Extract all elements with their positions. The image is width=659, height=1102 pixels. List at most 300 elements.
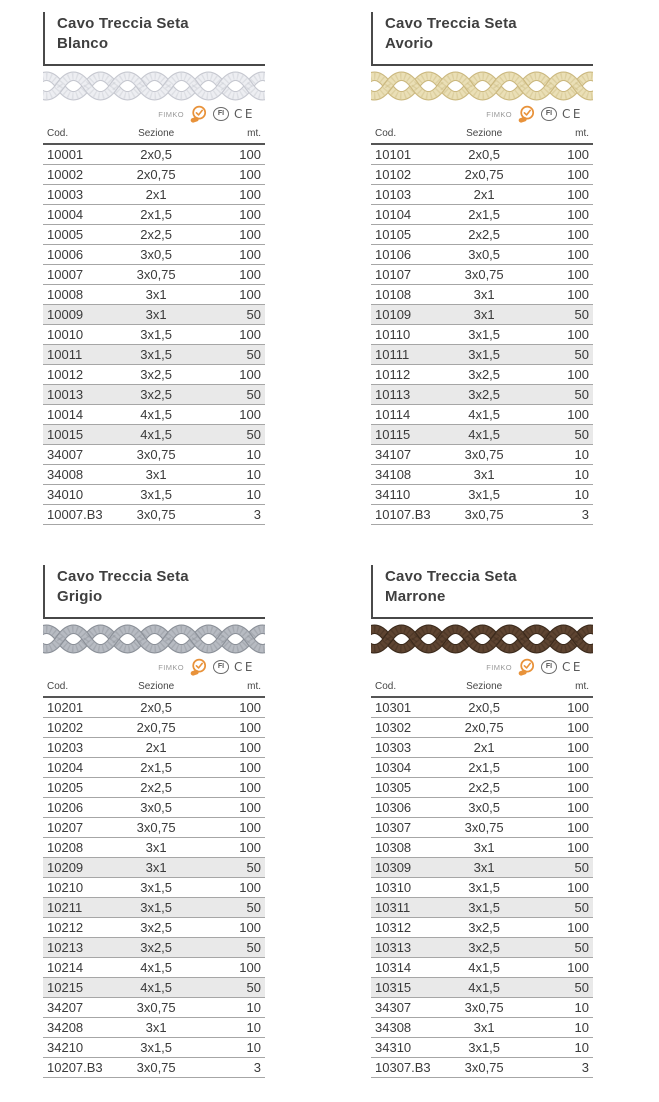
cell-cod: 10007 (43, 265, 115, 285)
table-row (43, 485, 265, 505)
cell-mt: 100 (525, 738, 593, 758)
cell-sezione: 3x0,75 (115, 265, 196, 285)
table-row (371, 485, 593, 505)
certification-row (43, 656, 265, 679)
cell-mt: 50 (197, 305, 265, 325)
cell-mt: 100 (525, 165, 593, 185)
cell-cod: 10204 (43, 758, 115, 778)
fimko-label: FIMKO (158, 662, 185, 672)
table-row (43, 165, 265, 185)
table-row (43, 445, 265, 465)
spec-table (43, 128, 265, 525)
col-header-cod: Cod. (371, 128, 443, 144)
ce-mark: CE (562, 660, 583, 674)
cell-mt: 3 (197, 505, 265, 525)
table-row (43, 697, 265, 718)
cell-mt: 3 (525, 505, 593, 525)
cell-cod: 10205 (43, 778, 115, 798)
table-row (371, 285, 593, 305)
table-row (371, 165, 593, 185)
certification-row (43, 103, 265, 126)
cell-sezione: 3x0,75 (115, 445, 196, 465)
cell-mt: 100 (525, 918, 593, 938)
cell-mt: 50 (525, 385, 593, 405)
cable-image (371, 69, 593, 103)
spec-table-head (43, 128, 265, 144)
cell-cod: 10105 (371, 225, 443, 245)
table-row (371, 998, 593, 1018)
spec-table-body (371, 697, 593, 1078)
table-row (371, 245, 593, 265)
cell-sezione: 2x1 (115, 185, 196, 205)
table-row (43, 144, 265, 165)
cell-sezione: 3x1,5 (115, 345, 196, 365)
cell-sezione: 3x1 (115, 1018, 196, 1038)
product-title: Cavo Treccia Seta (57, 568, 189, 585)
cell-mt: 100 (525, 405, 593, 425)
cell-mt: 100 (197, 165, 265, 185)
imq-cert-icon (189, 658, 208, 676)
cell-sezione: 3x1,5 (443, 878, 524, 898)
cell-cod: 10001 (43, 144, 115, 165)
table-row (43, 858, 265, 878)
cell-cod: 10314 (371, 958, 443, 978)
cell-cod: 10315 (371, 978, 443, 998)
table-row (43, 425, 265, 445)
cell-mt: 50 (197, 425, 265, 445)
cell-cod: 10310 (371, 878, 443, 898)
product-header (43, 12, 265, 66)
cell-cod: 10002 (43, 165, 115, 185)
cell-sezione: 3x1,5 (115, 1038, 196, 1058)
cell-cod: 10213 (43, 938, 115, 958)
table-row (371, 405, 593, 425)
cell-sezione: 3x0,75 (443, 818, 524, 838)
table-row (43, 265, 265, 285)
table-row (43, 225, 265, 245)
table-row (371, 1058, 593, 1078)
table-row (43, 758, 265, 778)
cell-sezione: 2x0,5 (443, 144, 524, 165)
cable-image (371, 622, 593, 656)
cell-mt: 100 (197, 758, 265, 778)
table-row (371, 144, 593, 165)
cell-sezione: 3x1 (443, 465, 524, 485)
cell-cod: 10007.B3 (43, 505, 115, 525)
cell-cod: 10106 (371, 245, 443, 265)
spec-table-body (43, 697, 265, 1078)
table-row (371, 798, 593, 818)
cell-sezione: 4x1,5 (443, 425, 524, 445)
cell-mt: 100 (525, 697, 593, 718)
table-row (371, 838, 593, 858)
cell-cod: 34310 (371, 1038, 443, 1058)
cell-cod: 10309 (371, 858, 443, 878)
cell-mt: 50 (197, 858, 265, 878)
imq-cert-icon (517, 105, 536, 123)
cell-mt: 50 (525, 858, 593, 878)
table-row (371, 697, 593, 718)
table-row (371, 878, 593, 898)
cell-sezione: 3x1 (443, 1018, 524, 1038)
cell-mt: 10 (197, 1038, 265, 1058)
cell-cod: 10012 (43, 365, 115, 385)
table-row (43, 938, 265, 958)
product-card (371, 12, 593, 525)
table-row (43, 505, 265, 525)
cell-mt: 100 (197, 325, 265, 345)
cell-mt: 50 (525, 425, 593, 445)
ce-mark: CE (234, 660, 255, 674)
cell-cod: 10307.B3 (371, 1058, 443, 1078)
cell-mt: 50 (197, 978, 265, 998)
cell-mt: 100 (525, 958, 593, 978)
table-row (371, 265, 593, 285)
cell-cod: 34007 (43, 445, 115, 465)
cell-cod: 10104 (371, 205, 443, 225)
cell-cod: 10303 (371, 738, 443, 758)
fimko-label: FIMKO (486, 109, 513, 119)
cell-cod: 10113 (371, 385, 443, 405)
table-row (371, 425, 593, 445)
cell-sezione: 2x0,5 (115, 144, 196, 165)
cell-sezione: 2x1 (443, 185, 524, 205)
cell-cod: 10202 (43, 718, 115, 738)
cell-sezione: 2x1 (115, 738, 196, 758)
cell-cod: 10313 (371, 938, 443, 958)
cell-sezione: 3x1,5 (115, 325, 196, 345)
cell-mt: 50 (525, 345, 593, 365)
cell-cod: 10311 (371, 898, 443, 918)
cell-cod: 34010 (43, 485, 115, 505)
table-row (43, 998, 265, 1018)
twisted-cable-illustration (371, 69, 593, 103)
cable-image (43, 622, 265, 656)
col-header-cod: Cod. (43, 681, 115, 697)
cell-cod: 10103 (371, 185, 443, 205)
twisted-cable-illustration (371, 622, 593, 656)
col-header-sezione: Sezione (115, 128, 196, 144)
cell-sezione: 3x1,5 (115, 898, 196, 918)
cell-mt: 10 (525, 1038, 593, 1058)
cell-cod: 10107 (371, 265, 443, 285)
cell-sezione: 3x2,5 (443, 918, 524, 938)
cell-sezione: 3x1 (115, 465, 196, 485)
cell-sezione: 3x1 (443, 838, 524, 858)
table-row (43, 305, 265, 325)
table-row (43, 778, 265, 798)
cell-mt: 100 (525, 265, 593, 285)
cell-sezione: 3x0,75 (115, 818, 196, 838)
cell-mt: 100 (525, 225, 593, 245)
cell-mt: 50 (197, 898, 265, 918)
cell-sezione: 4x1,5 (443, 405, 524, 425)
cell-cod: 10212 (43, 918, 115, 938)
cell-cod: 10010 (43, 325, 115, 345)
cell-cod: 10207.B3 (43, 1058, 115, 1078)
cell-sezione: 3x1,5 (115, 878, 196, 898)
cell-cod: 34208 (43, 1018, 115, 1038)
cell-cod: 10301 (371, 697, 443, 718)
product-title: Cavo Treccia Seta (57, 15, 189, 32)
table-row (43, 285, 265, 305)
cell-mt: 100 (525, 144, 593, 165)
cell-cod: 10209 (43, 858, 115, 878)
cell-mt: 100 (525, 818, 593, 838)
cell-mt: 100 (525, 205, 593, 225)
cell-sezione: 3x2,5 (443, 365, 524, 385)
header-row (43, 681, 265, 697)
twisted-cable-illustration (43, 69, 265, 103)
twisted-cable-illustration (43, 622, 265, 656)
cell-mt: 10 (197, 998, 265, 1018)
table-row (43, 365, 265, 385)
cell-sezione: 4x1,5 (115, 958, 196, 978)
table-row (43, 345, 265, 365)
spec-table (371, 128, 593, 525)
col-header-cod: Cod. (43, 128, 115, 144)
fi-cert-icon: FI (541, 660, 557, 674)
cell-mt: 100 (197, 285, 265, 305)
cell-cod: 10114 (371, 405, 443, 425)
cell-cod: 34107 (371, 445, 443, 465)
table-row (371, 938, 593, 958)
cell-sezione: 3x1,5 (115, 485, 196, 505)
table-row (43, 385, 265, 405)
cell-sezione: 3x0,75 (443, 265, 524, 285)
cell-cod: 10005 (43, 225, 115, 245)
cell-sezione: 2x0,75 (443, 165, 524, 185)
table-row (43, 918, 265, 938)
cell-sezione: 2x0,75 (115, 165, 196, 185)
cell-sezione: 3x0,75 (115, 505, 196, 525)
cell-cod: 34308 (371, 1018, 443, 1038)
cell-mt: 100 (197, 225, 265, 245)
table-row (43, 325, 265, 345)
table-row (43, 898, 265, 918)
table-row (371, 465, 593, 485)
table-row (43, 1018, 265, 1038)
table-row (371, 918, 593, 938)
cell-mt: 10 (525, 465, 593, 485)
certification-row (371, 656, 593, 679)
spec-table-body (43, 144, 265, 525)
spec-table-head (43, 681, 265, 697)
table-row (43, 978, 265, 998)
cell-cod: 34008 (43, 465, 115, 485)
fimko-label: FIMKO (158, 109, 185, 119)
cell-sezione: 3x0,75 (115, 1058, 196, 1078)
cell-sezione: 2x0,75 (443, 718, 524, 738)
table-row (43, 1038, 265, 1058)
cell-mt: 10 (525, 998, 593, 1018)
col-header-sezione: Sezione (443, 681, 524, 697)
header-row (43, 128, 265, 144)
table-row (371, 958, 593, 978)
imq-cert-icon (189, 105, 208, 123)
cell-mt: 100 (197, 205, 265, 225)
cell-mt: 10 (197, 465, 265, 485)
table-row (43, 465, 265, 485)
cell-sezione: 3x0,75 (443, 1058, 524, 1078)
cell-sezione: 3x0,5 (115, 245, 196, 265)
cell-mt: 100 (197, 738, 265, 758)
cell-sezione: 3x0,75 (443, 998, 524, 1018)
table-row (371, 325, 593, 345)
cell-mt: 100 (525, 838, 593, 858)
fi-cert-icon: FI (213, 660, 229, 674)
cell-mt: 100 (197, 718, 265, 738)
cell-cod: 10009 (43, 305, 115, 325)
cell-sezione: 3x1,5 (443, 1038, 524, 1058)
product-header (371, 12, 593, 66)
table-row (371, 818, 593, 838)
product-color-name: Avorio (385, 35, 434, 52)
cell-cod: 10207 (43, 818, 115, 838)
cell-cod: 10211 (43, 898, 115, 918)
cell-cod: 10008 (43, 285, 115, 305)
cell-mt: 100 (197, 878, 265, 898)
cell-cod: 10115 (371, 425, 443, 445)
cell-sezione: 2x1 (443, 738, 524, 758)
cell-mt: 100 (197, 144, 265, 165)
cell-sezione: 2x2,5 (443, 778, 524, 798)
cell-mt: 10 (197, 445, 265, 465)
cell-sezione: 3x1,5 (443, 485, 524, 505)
cell-sezione: 4x1,5 (443, 978, 524, 998)
cell-cod: 10304 (371, 758, 443, 778)
table-row (371, 1038, 593, 1058)
cell-cod: 10101 (371, 144, 443, 165)
table-row (371, 718, 593, 738)
cell-mt: 100 (525, 798, 593, 818)
cell-sezione: 3x0,75 (115, 998, 196, 1018)
cell-mt: 100 (525, 285, 593, 305)
cell-cod: 10109 (371, 305, 443, 325)
cell-mt: 100 (197, 265, 265, 285)
cell-cod: 10102 (371, 165, 443, 185)
cell-sezione: 2x2,5 (443, 225, 524, 245)
cell-cod: 10203 (43, 738, 115, 758)
cell-sezione: 4x1,5 (443, 958, 524, 978)
table-row (371, 898, 593, 918)
cell-cod: 10206 (43, 798, 115, 818)
table-row (371, 225, 593, 245)
cell-mt: 3 (525, 1058, 593, 1078)
table-row (43, 798, 265, 818)
col-header-mt: mt. (197, 681, 265, 697)
cell-cod: 10013 (43, 385, 115, 405)
cell-mt: 50 (525, 978, 593, 998)
cell-cod: 10112 (371, 365, 443, 385)
header-row (371, 128, 593, 144)
cell-sezione: 3x1 (115, 285, 196, 305)
cell-cod: 10015 (43, 425, 115, 445)
cell-cod: 10214 (43, 958, 115, 978)
col-header-sezione: Sezione (443, 128, 524, 144)
table-row (43, 818, 265, 838)
cell-sezione: 3x2,5 (115, 385, 196, 405)
cell-cod: 10305 (371, 778, 443, 798)
cell-mt: 10 (525, 485, 593, 505)
cell-cod: 10215 (43, 978, 115, 998)
table-row (371, 978, 593, 998)
cell-sezione: 2x2,5 (115, 778, 196, 798)
cell-cod: 10107.B3 (371, 505, 443, 525)
cell-mt: 100 (197, 838, 265, 858)
cell-cod: 10006 (43, 245, 115, 265)
cell-sezione: 4x1,5 (115, 978, 196, 998)
col-header-mt: mt. (525, 128, 593, 144)
cell-sezione: 3x0,5 (115, 798, 196, 818)
cell-mt: 100 (197, 185, 265, 205)
table-row (371, 758, 593, 778)
cell-cod: 10111 (371, 345, 443, 365)
cell-sezione: 3x0,5 (443, 798, 524, 818)
cell-cod: 10308 (371, 838, 443, 858)
cell-mt: 10 (197, 1018, 265, 1038)
cell-mt: 10 (525, 1018, 593, 1038)
table-row (43, 185, 265, 205)
cell-mt: 50 (197, 938, 265, 958)
cell-mt: 3 (197, 1058, 265, 1078)
cell-sezione: 2x1,5 (443, 205, 524, 225)
cell-mt: 100 (525, 185, 593, 205)
certification-row (371, 103, 593, 126)
cell-mt: 100 (525, 778, 593, 798)
table-row (371, 445, 593, 465)
table-row (371, 185, 593, 205)
table-row (43, 878, 265, 898)
table-row (371, 385, 593, 405)
cell-cod: 10003 (43, 185, 115, 205)
cell-sezione: 3x0,75 (443, 505, 524, 525)
table-row (43, 405, 265, 425)
cell-mt: 100 (197, 405, 265, 425)
cell-mt: 100 (197, 697, 265, 718)
product-header (43, 565, 265, 619)
cell-sezione: 3x0,5 (443, 245, 524, 265)
cell-mt: 10 (197, 485, 265, 505)
cell-cod: 10004 (43, 205, 115, 225)
cell-mt: 100 (197, 245, 265, 265)
cell-cod: 10208 (43, 838, 115, 858)
fimko-label: FIMKO (486, 662, 513, 672)
cell-cod: 10201 (43, 697, 115, 718)
table-row (371, 365, 593, 385)
spec-table (43, 681, 265, 1078)
cell-cod: 10014 (43, 405, 115, 425)
cell-sezione: 3x2,5 (443, 385, 524, 405)
table-row (371, 778, 593, 798)
cell-mt: 100 (525, 718, 593, 738)
cell-cod: 10306 (371, 798, 443, 818)
cell-cod: 10210 (43, 878, 115, 898)
table-row (43, 245, 265, 265)
cell-sezione: 3x1 (115, 858, 196, 878)
product-color-name: Grigio (57, 588, 103, 605)
ce-mark: CE (234, 107, 255, 121)
product-title: Cavo Treccia Seta (385, 15, 517, 32)
cell-sezione: 3x2,5 (115, 365, 196, 385)
table-row (371, 305, 593, 325)
cell-sezione: 3x1 (443, 285, 524, 305)
table-row (371, 345, 593, 365)
cell-sezione: 3x1 (115, 838, 196, 858)
col-header-mt: mt. (525, 681, 593, 697)
ce-mark: CE (562, 107, 583, 121)
table-row (371, 738, 593, 758)
